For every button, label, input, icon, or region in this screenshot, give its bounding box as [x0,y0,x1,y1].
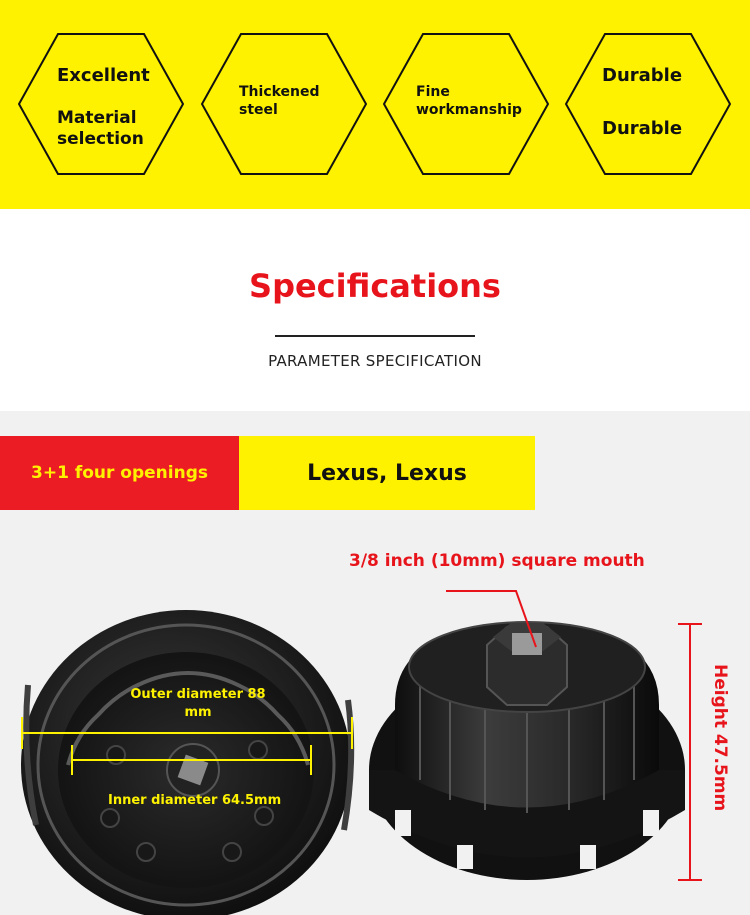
hexagon-outline-icon [565,33,731,175]
spec-section [0,209,750,411]
hexagon-outline-icon [201,33,367,175]
feature-hex-material [18,33,184,175]
feature-text: Fine [416,84,450,100]
pointer-line-icon [440,585,540,655]
brand-badge: Lexus, Lexus [239,436,535,510]
inner-diameter-label: Inner diameter 64.5mm [108,793,282,808]
feature-text: steel [239,102,278,118]
feature-text: Durable [602,65,683,86]
feature-hex-workmanship [383,33,549,175]
outer-diameter-unit: mm [184,704,212,720]
hexagon-outline-icon [18,33,184,175]
wrench-top-view-image [18,590,363,915]
openings-badge: 3+1 four openings [0,436,239,510]
section-subtitle: PARAMETER SPECIFICATION [268,352,482,370]
feature-text: selection [57,129,144,149]
feature-text: workmanship [416,102,522,118]
divider [275,335,475,337]
height-label: Height 47.5mm [710,664,730,812]
outer-diameter-text: Outer diameter 88 [130,687,266,702]
square-mouth-label: 3/8 inch (10mm) square mouth [349,551,645,571]
outer-diameter-label [128,686,268,721]
feature-text: Material [57,108,137,128]
feature-text: Excellent [57,65,150,86]
feature-hex-durable [565,33,731,175]
feature-text: Thickened [239,84,320,100]
page-title: Specifications [249,267,501,305]
feature-text: Durable [602,118,683,139]
feature-hex-steel [201,33,367,175]
